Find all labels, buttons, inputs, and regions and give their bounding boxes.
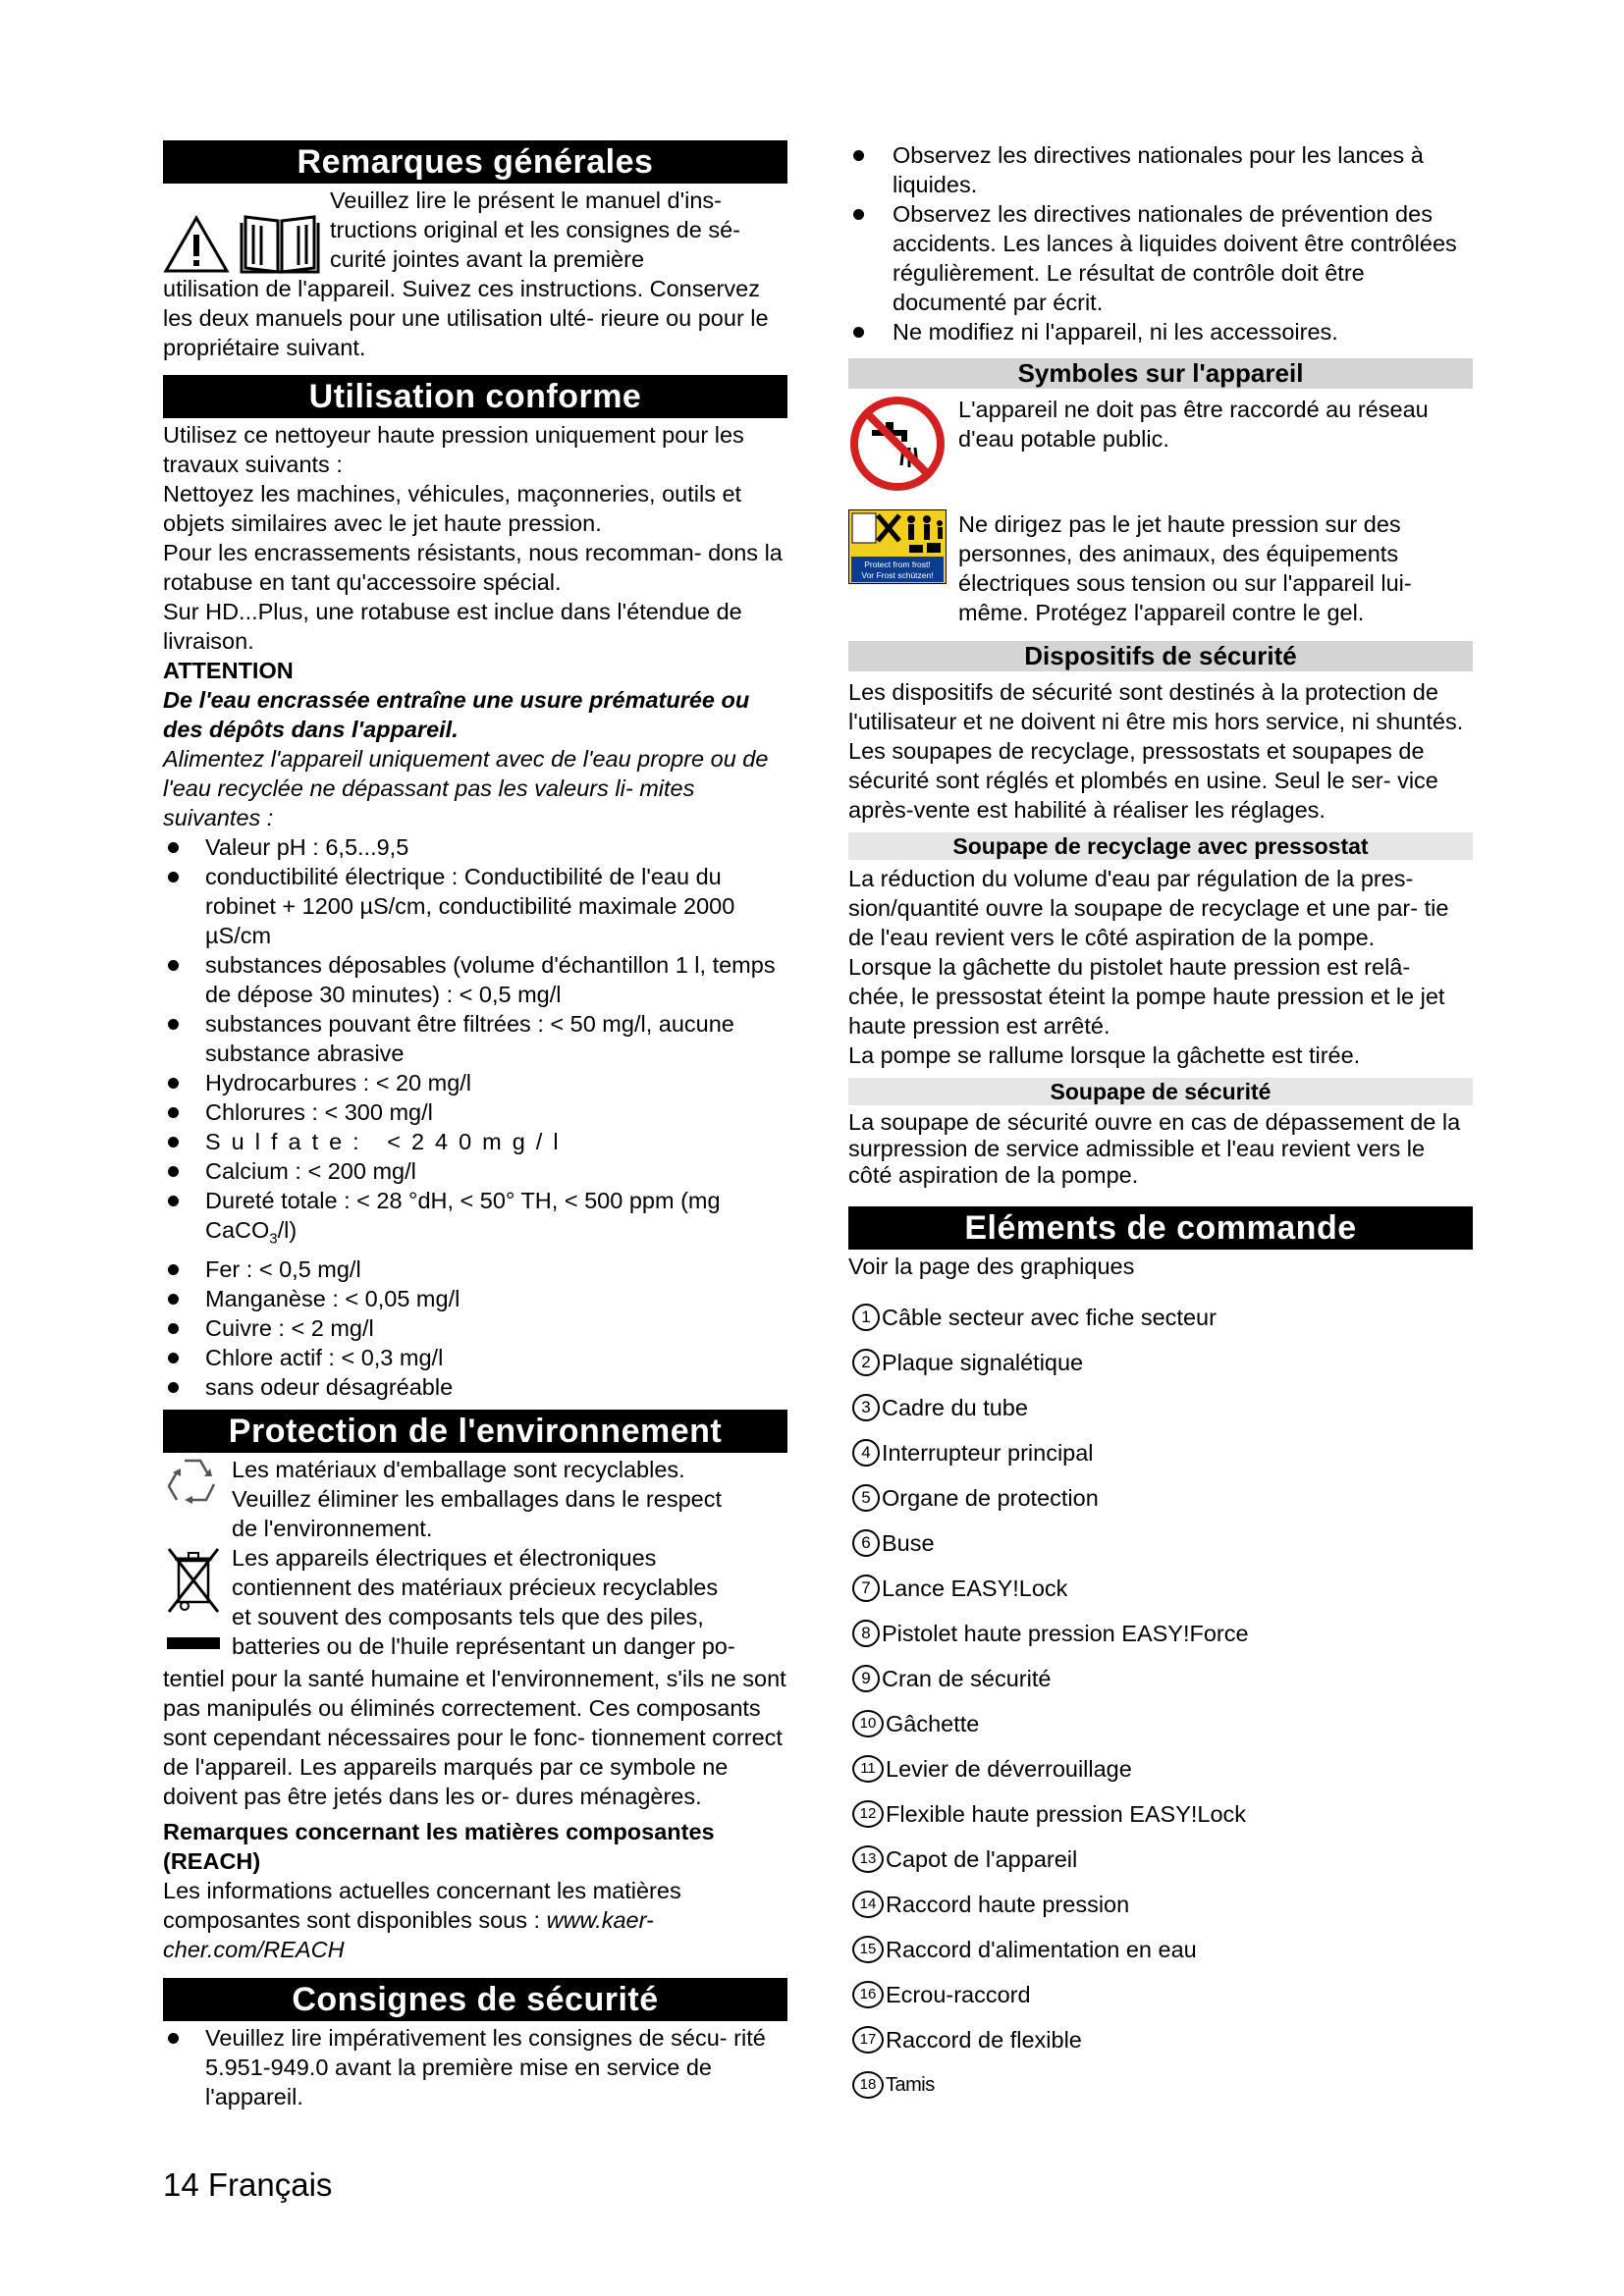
item-number: 16 [852,1981,884,2008]
dispositifs-p2: Les soupapes de recyclage, pressostats et soupapes de sécurité sont réglés et plombés en usine. Seul le ser- vice après-vente est habilité à réaliser les réglages. [848,738,1438,823]
section-title-consignes: Consignes de sécurité [163,1978,787,2021]
page-footer [163,2165,332,2205]
reach-paragraph [163,1876,787,1964]
manual-book-icon [240,209,320,274]
item-number: 18 [852,2071,884,2099]
item-label: Lance EASY!Lock [882,1575,1068,1601]
recycle-block [163,1455,787,1543]
item-label: Gâchette [886,1711,980,1736]
item-number: 13 [852,1845,884,1873]
item-number: 11 [852,1755,884,1783]
no-potable-water-icon-wrap [848,395,947,500]
element-item [848,1701,1473,1746]
utilisation-p2: Nettoyez les machines, véhicules, maçonneries, outils et objets similaires avec le jet haute pression. [163,481,742,536]
item-number: 14 [852,1891,884,1918]
list-item: Cuivre : < 2 mg/l [163,1313,787,1343]
durete-end: /l) [277,1217,298,1243]
intro-icons [163,186,330,274]
elements-intro: Voir la page des graphiques [848,1254,1135,1279]
recycle-line: de l'environnement. [232,1515,433,1541]
list-item [163,1186,787,1255]
item-number: 7 [852,1575,880,1602]
durete-text: Dureté totale : < 28 °dH, < 50° TH, < 500 ppm (mg CaCO [205,1188,721,1243]
item-label: Raccord haute pression [886,1892,1130,1917]
right-column [848,140,1473,2108]
intro-lines [330,186,740,274]
remarques-intro [163,186,787,274]
list-item: Chlore actif : < 0,3 mg/l [163,1343,787,1372]
attention-warning: De l'eau encrassée entraîne une usure prématurée ou des dépôts dans l'appareil. [163,687,750,742]
item-number: 10 [852,1710,884,1737]
item-label: Interrupteur principal [882,1440,1094,1466]
directives-list [848,140,1473,347]
item-label: Plaque signalétique [882,1350,1084,1375]
element-item [848,1656,1473,1701]
weee-text: tentiel pour la santé humaine et l'environnement, s'ils ne sont pas manipulés ou éliminés correctement. Ces composants sont cependant nécessaires pour le fonc- tionnement correct de l'appareil. Les appareils marqués par ce symbole ne doivent pas être jetés dans les or- dures ménagères. [163,1665,786,1809]
item-label: Levier de déverrouillage [886,1756,1132,1782]
item-number: 8 [852,1620,880,1647]
elements-list [848,1295,1473,2108]
intro-line: curité jointes avant la première [330,246,645,272]
element-item [848,1837,1473,1882]
element-item [848,1791,1473,1837]
reach-link[interactable]: www.kaer- cher.com/REACH [163,1906,654,1962]
symbol-row-water [848,395,1473,500]
symbol-text-1: L'appareil ne doit pas être raccordé au réseau d'eau potable public. [958,397,1429,452]
item-number: 3 [852,1394,880,1421]
section-title-environnement: Protection de l'environnement [163,1410,787,1453]
list-item: Sulfate: <240mg/l [163,1127,787,1156]
symbol-row-jet [848,509,1473,627]
list-item: sans odeur désagréable [163,1372,787,1402]
utilisation-p1: Utilisez ce nettoyeur haute pression uniquement pour les travaux suivants : [163,422,744,477]
weee-lines [232,1543,735,1664]
recyclage-p3: La pompe se rallume lorsque la gâchette est tirée. [848,1042,1361,1068]
page-language: Français [207,2166,333,2203]
element-item [848,2062,1473,2108]
durete-sub: 3 [269,1230,278,1248]
recyclage-p1: La réduction du volume d'eau par régulation de la pres- sion/quantité ouvre la soupape de recyclage et une par- tie de l'eau revient vers le côté aspiration de la pompe. [848,866,1449,950]
item-label: Flexible haute pression EASY!Lock [886,1801,1247,1827]
list-item: substances pouvant être filtrées : < 50 mg/l, aucune substance abrasive [163,1009,787,1068]
symbol-text-2: Ne dirigez pas le jet haute pression sur des personnes, des animaux, des équipements électriques sous tension ou sur l'appareil lui- même. Protégez l'appareil contre le gel. [958,511,1412,625]
intro-line: Veuillez lire le présent le manuel d'ins- [330,187,722,213]
list-item: Calcium : < 200 mg/l [163,1156,787,1186]
jet-warning-icon-wrap [848,509,947,627]
reach-text: Les informations actuelles concernant les matières composantes sont disponibles sous : [163,1877,681,1933]
item-number: 4 [852,1439,880,1467]
item-number: 12 [852,1800,884,1828]
item-number: 5 [852,1484,880,1512]
element-item [848,1385,1473,1430]
weee-icon-wrap [163,1543,232,1664]
element-item [848,1746,1473,1791]
recycle-line: Les matériaux d'emballage sont recyclables. [232,1456,685,1482]
item-label: Raccord de flexible [886,2027,1082,2053]
list-item: Ne modifiez ni l'appareil, ni les accessoires. [848,317,1473,347]
element-item [848,1882,1473,1927]
consignes-list [163,2023,787,2111]
item-label: Ecrou-raccord [886,1982,1031,2007]
list-item: substances déposables (volume d'échantillon 1 l, temps de dépose 30 minutes) : < 0,5 mg/l [163,950,787,1009]
weee-line: contiennent des matériaux précieux recyclables [232,1574,719,1600]
utilisation-p4: Sur HD...Plus, une rotabuse est inclue dans l'étendue de livraison. [163,599,742,654]
item-number: 2 [852,1349,880,1376]
page-number: 14 [163,2166,199,2203]
recycle-lines [232,1455,722,1543]
attention-label: ATTENTION [163,658,294,683]
item-label: Câble secteur avec fiche secteur [882,1305,1217,1330]
list-item: Manganèse : < 0,05 mg/l [163,1284,787,1313]
recyclage-p2: Lorsque la gâchette du pistolet haute pression est relâ- chée, le pressostat éteint la pompe haute pression et le jet haute pression est arrêté. [848,954,1445,1039]
no-drinking-water-connection-icon [848,395,947,493]
utilisation-p3: Pour les encrassements résistants, nous recomman- dons la rotabuse en tant qu'accessoire spécial. [163,540,783,595]
frost-label-1: Protect from frost! [864,560,931,569]
item-label: Organe de protection [882,1485,1099,1511]
intro-line: tructions original et les consignes de sé- [330,217,740,242]
weee-line: batteries ou de l'huile représentant un danger po- [232,1632,735,1659]
list-item: Hydrocarbures : < 20 mg/l [163,1068,787,1097]
weee-block [163,1543,787,1664]
high-pressure-jet-warning-icon [848,509,947,584]
section-title-utilisation: Utilisation conforme [163,375,787,418]
frost-label-2: Vor Frost schützen! [861,570,934,580]
list-item: Observez les directives nationales pour les lances à liquides. [848,140,1473,199]
element-item [848,1475,1473,1521]
recycle-icon-wrap [163,1455,232,1543]
list-item: Valeur pH : 6,5...9,5 [163,832,787,862]
item-label: Raccord d'alimentation en eau [886,1937,1197,1962]
dispositifs-p1: Les dispositifs de sécurité sont destinés à la protection de l'utilisateur et ne doivent ni être mis hors service, ni shuntés. [848,679,1464,734]
element-item [848,1972,1473,2017]
item-number: 17 [852,2026,884,2054]
element-item [848,1340,1473,1385]
list-item: Veuillez lire impérativement les consignes de sécu- rité 5.951-949.0 avant la première mise en service de l'appareil. [163,2023,787,2111]
item-label: Pistolet haute pression EASY!Force [882,1621,1249,1646]
section-title-symboles: Symboles sur l'appareil [848,358,1473,389]
section-title-remarques: Remarques générales [163,140,787,184]
recycle-icon [163,1455,222,1508]
recycle-line: Veuillez éliminer les emballages dans le respect [232,1485,722,1512]
weee-line: Les appareils électriques et électroniques [232,1544,657,1571]
item-number: 15 [852,1936,884,1963]
item-label: Cran de sécurité [882,1666,1052,1691]
section-title-recyclage: Soupape de recyclage avec pressostat [848,832,1473,860]
remarques-text: utilisation de l'appareil. Suivez ces instructions. Conservez les deux manuels pour une utilisation ulté- rieure ou pour le propriétaire suivant. [163,276,769,360]
reach-title: Remarques concernant les matières composantes (REACH) [163,1818,715,1874]
warning-triangle-icon [163,215,230,274]
section-title-securite: Soupape de sécurité [848,1078,1473,1105]
element-item [848,1430,1473,1475]
section-title-elements: Eléments de commande [848,1206,1473,1250]
item-number: 1 [852,1304,880,1331]
element-item [848,1927,1473,1972]
element-item [848,1566,1473,1611]
element-item [848,2017,1473,2062]
item-label: Capot de l'appareil [886,1846,1078,1872]
attention-advice: Alimentez l'appareil uniquement avec de l'eau propre ou de l'eau recyclée ne dépassant pas les valeurs li- mites suivantes : [163,746,769,830]
element-item [848,1521,1473,1566]
weee-line: et souvent des composants tels que des piles, [232,1603,704,1629]
item-number: 9 [852,1665,880,1692]
section-title-dispositifs: Dispositifs de sécurité [848,641,1473,671]
element-item [848,1295,1473,1340]
item-label: Cadre du tube [882,1395,1028,1420]
left-column [163,140,787,2111]
item-number: 6 [852,1529,880,1557]
crossed-bin-icon [163,1543,228,1657]
item-label: Tamis [886,2074,935,2096]
list-item: conductibilité électrique : Conductibilité de l'eau du robinet + 1200 µS/cm, conductibilité maximale 2000 µS/cm [163,862,787,950]
list-item: Fer : < 0,5 mg/l [163,1255,787,1284]
securite-p1: La soupape de sécurité ouvre en cas de dépassement de la surpression de service admissible et l'eau revient vers le côté aspiration de la pompe. [848,1109,1461,1188]
item-label: Buse [882,1530,935,1556]
element-item [848,1611,1473,1656]
list-item: Chlorures : < 300 mg/l [163,1097,787,1127]
water-limits-list [163,832,787,1402]
list-item: Observez les directives nationales de prévention des accidents. Les lances à liquides doivent être contrôlées régulièrement. Le résultat de contrôle doit être documenté par écrit. [848,199,1473,317]
